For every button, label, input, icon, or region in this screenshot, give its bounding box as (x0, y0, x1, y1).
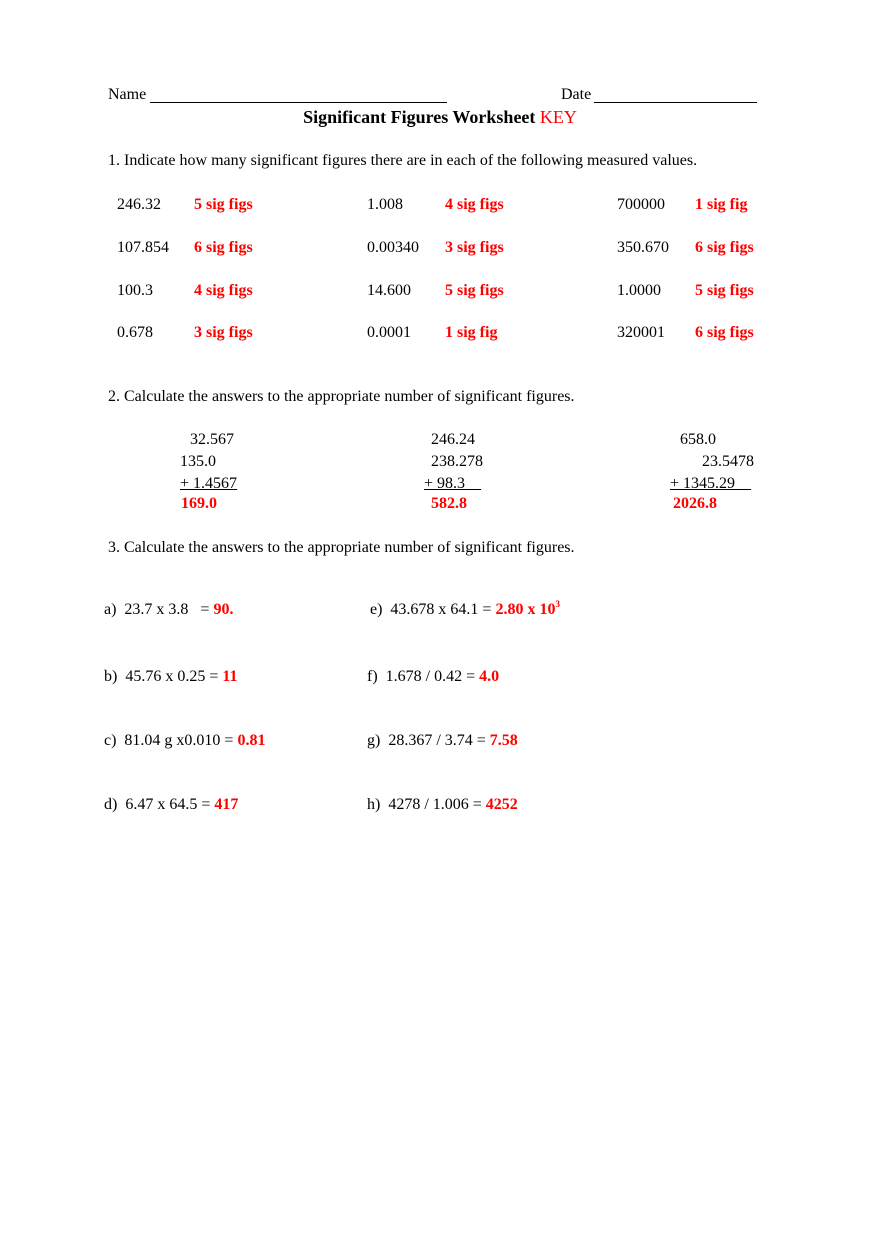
addend: 658.0 (680, 431, 716, 448)
calculation-question: b) 45.76 x 0.25 = (104, 668, 223, 685)
measured-value: 246.32 (117, 196, 161, 213)
calculation-item (104, 796, 238, 814)
measured-value: 700000 (617, 196, 665, 213)
calculation-question: d) 6.47 x 64.5 = (104, 796, 215, 813)
sig-fig-answer: 3 sig figs (445, 239, 504, 256)
calculation-question: e) 43.678 x 64.1 = (370, 601, 496, 618)
calculation-answer: 90. (213, 601, 234, 618)
calculation-answer: 417 (214, 796, 239, 813)
q1-prompt: 1. Indicate how many significant figures there are in each of the following measured values. (108, 152, 698, 169)
measured-value: 14.600 (367, 282, 411, 299)
addend: 135.0 (180, 453, 216, 470)
calculation-question: h) 4278 / 1.006 = (367, 796, 486, 813)
sig-fig-answer: 6 sig figs (695, 324, 754, 341)
sum-answer: 582.8 (431, 495, 467, 512)
addend: + 98.3__ (424, 475, 482, 492)
title-text: Significant Figures Worksheet (303, 107, 536, 127)
calculation-answer: 7.58 (489, 732, 518, 749)
addend: 23.5478 (702, 453, 754, 470)
sig-fig-answer: 5 sig figs (194, 196, 253, 213)
measured-value: 1.008 (367, 196, 403, 213)
name-label: Name (108, 86, 147, 103)
calculation-item (367, 668, 499, 686)
sig-fig-answer: 1 sig fig (695, 196, 748, 213)
sig-fig-answer: 6 sig figs (194, 239, 253, 256)
sig-fig-answer: 5 sig figs (695, 282, 754, 299)
sig-fig-answer: 5 sig figs (445, 282, 504, 299)
calculation-answer: 0.81 (237, 732, 266, 749)
measured-value: 0.0001 (367, 324, 411, 341)
sig-fig-answer: 1 sig fig (445, 324, 498, 341)
calculation-answer: 4252 (485, 796, 518, 813)
name-field-line (150, 102, 447, 103)
date-label: Date (561, 86, 592, 103)
title-key: KEY (539, 107, 577, 127)
calculation-item (370, 601, 560, 619)
calculation-question: c) 81.04 g x0.010 = (104, 732, 238, 749)
q3-prompt: 3. Calculate the answers to the appropriate number of significant figures. (108, 539, 575, 556)
measured-value: 320001 (617, 324, 665, 341)
exponent: 3 (555, 599, 560, 609)
calculation-item (367, 796, 518, 814)
q2-prompt: 2. Calculate the answers to the appropriate number of significant figures. (108, 388, 575, 405)
sum-answer: 169.0 (181, 495, 217, 512)
sum-answer: 2026.8 (673, 495, 717, 512)
sig-fig-answer: 3 sig figs (194, 324, 253, 341)
sig-fig-answer: 4 sig figs (194, 282, 253, 299)
addend: 246.24 (431, 431, 475, 448)
calculation-question: a) 23.7 x 3.8 = (104, 601, 214, 618)
date-field-line (594, 102, 757, 103)
calculation-answer: 2.80 x 10 (495, 601, 556, 618)
addend: + 1.4567 (180, 475, 238, 492)
addend: 238.278 (431, 453, 483, 470)
calculation-item (367, 732, 518, 750)
page-title (0, 107, 880, 127)
measured-value: 350.670 (617, 239, 669, 256)
calculation-question: g) 28.367 / 3.74 = (367, 732, 490, 749)
calculation-item (104, 668, 237, 686)
calculation-question: f) 1.678 / 0.42 = (367, 668, 480, 685)
measured-value: 0.678 (117, 324, 153, 341)
calculation-item (104, 601, 233, 619)
calculation-answer: 11 (222, 668, 238, 685)
measured-value: 100.3 (117, 282, 153, 299)
calculation-answer: 4.0 (479, 668, 500, 685)
sig-fig-answer: 4 sig figs (445, 196, 504, 213)
measured-value: 107.854 (117, 239, 169, 256)
sig-fig-answer: 6 sig figs (695, 239, 754, 256)
measured-value: 1.0000 (617, 282, 661, 299)
calculation-item (104, 732, 265, 750)
addend: 32.567 (190, 431, 234, 448)
measured-value: 0.00340 (367, 239, 419, 256)
addend: + 1345.29__ (670, 475, 752, 492)
